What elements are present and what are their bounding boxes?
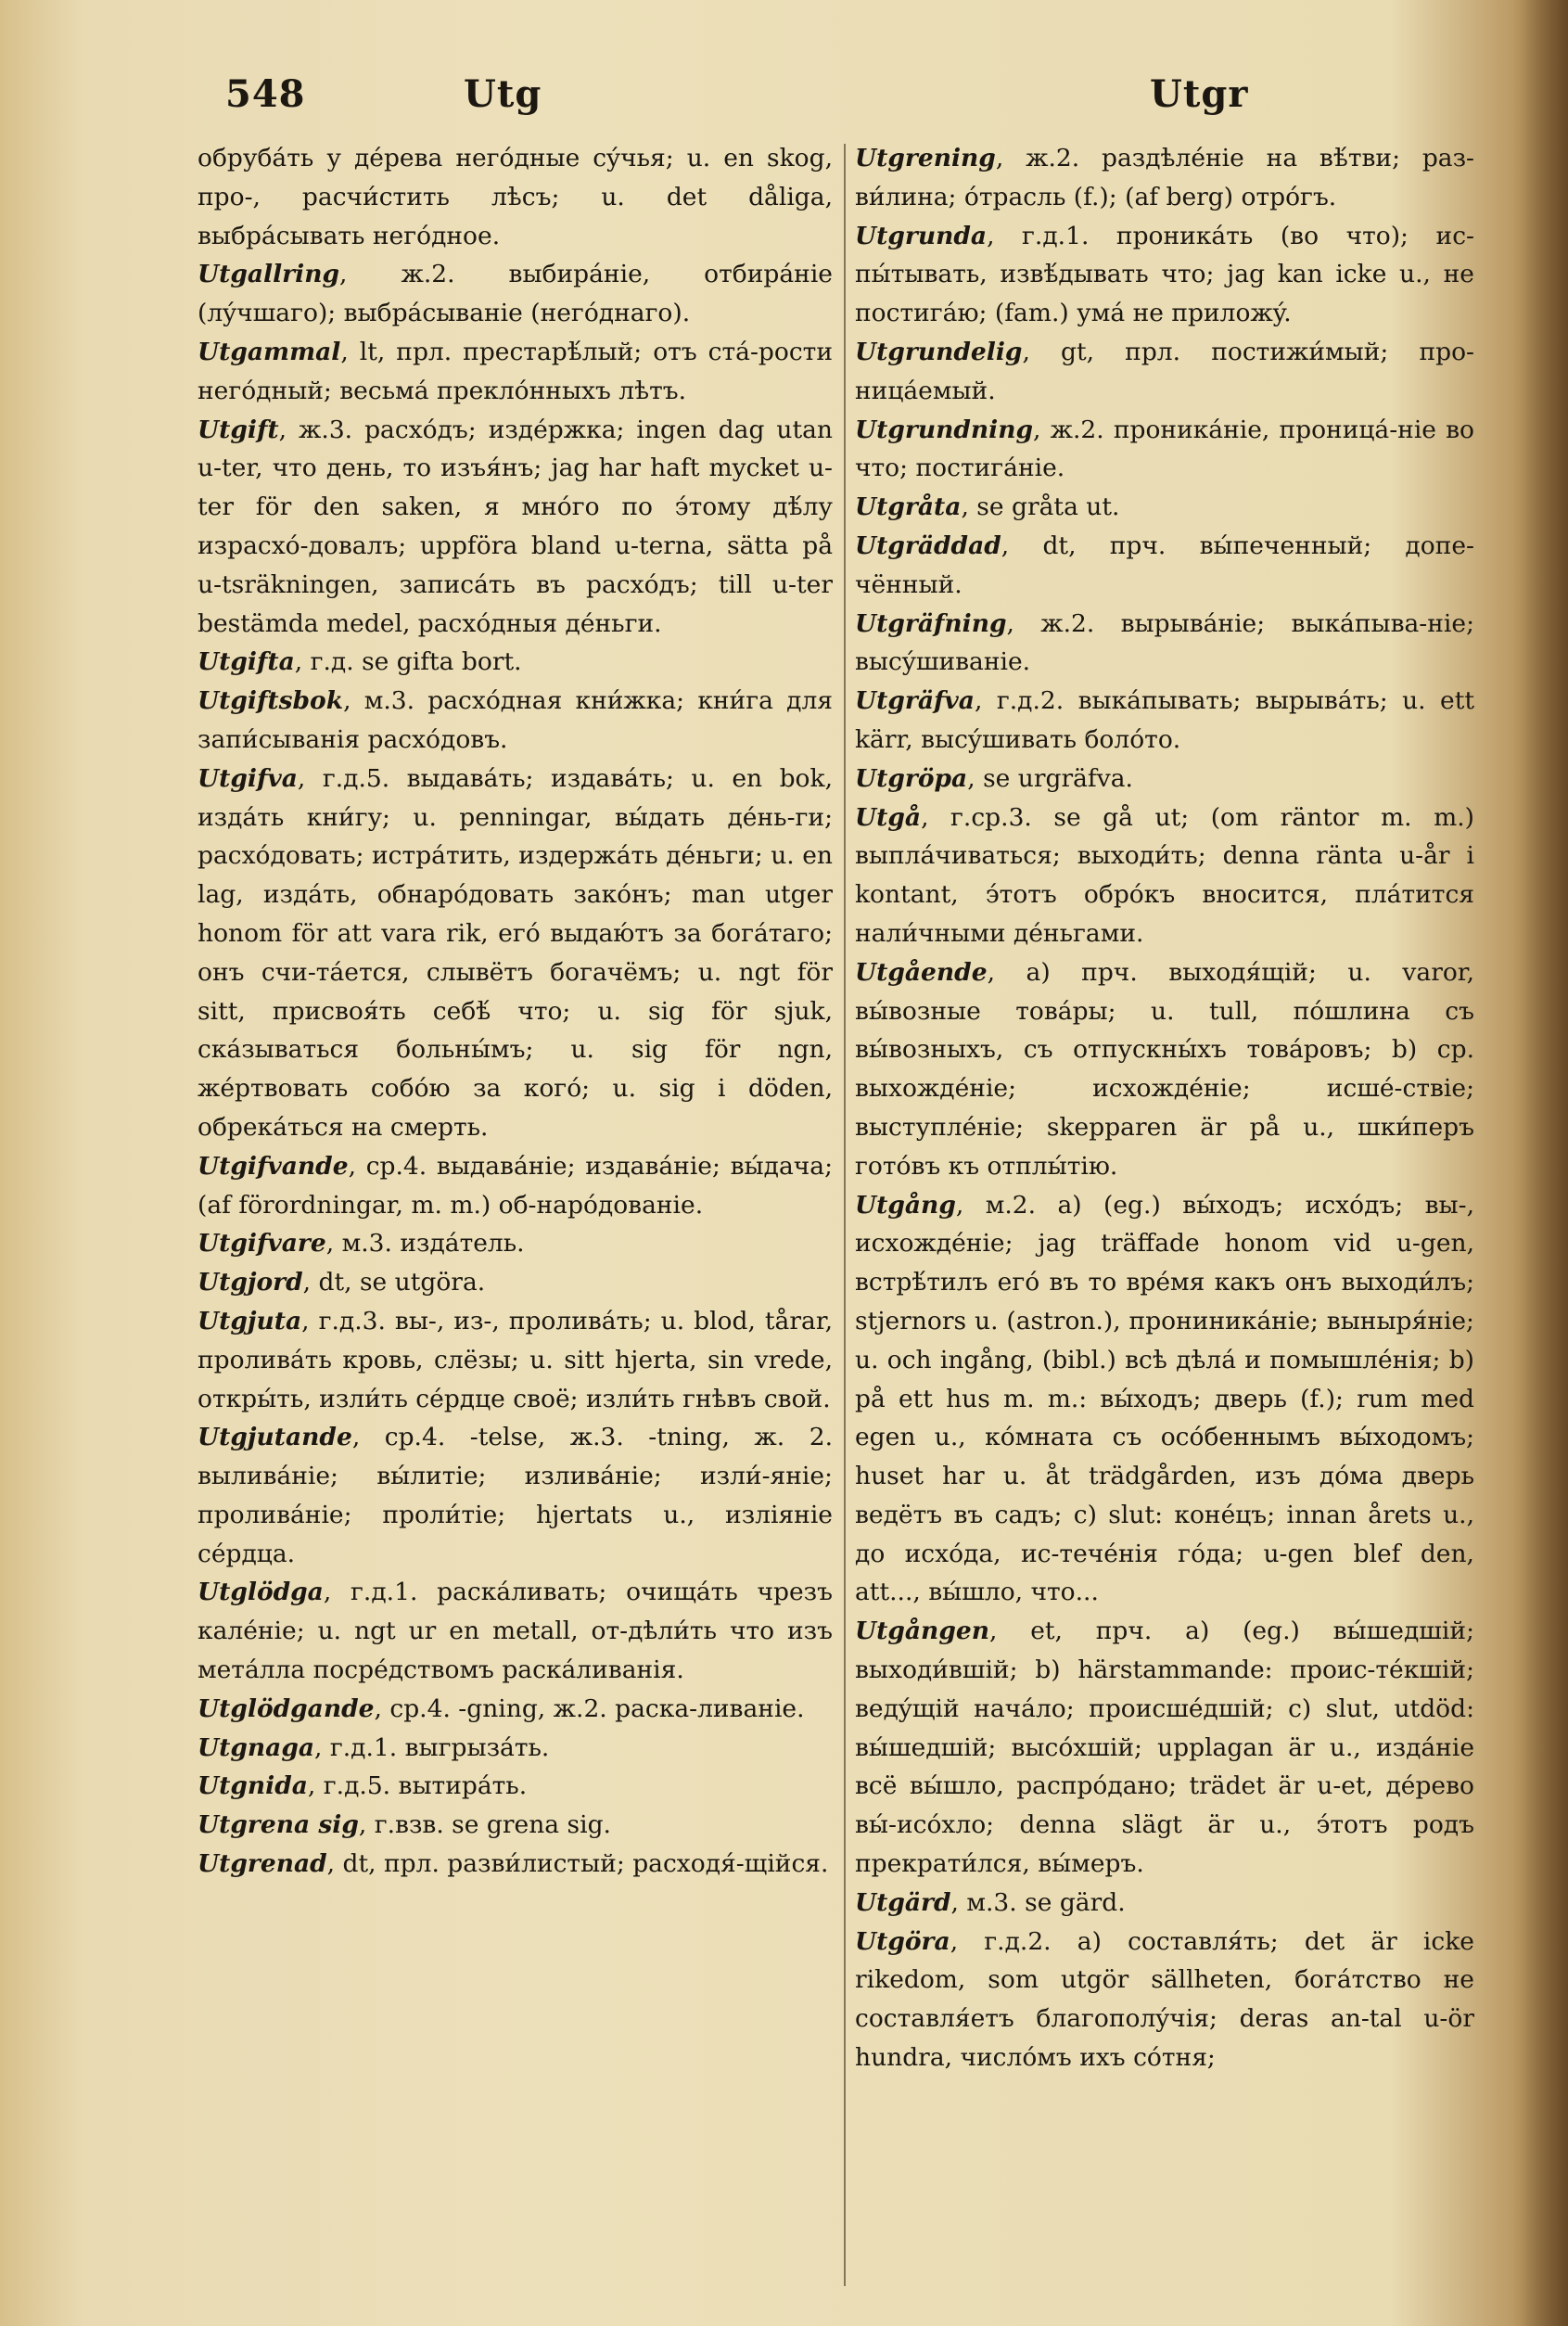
- entry: Utgräfning, ж.2. вырывáніе; выкáпыва-ніе; высýшиваніе.: [855, 608, 1474, 677]
- entry: Utgång, м.2. a) (eg.) вы́ходъ; исхóдъ; вы-, исхождéніе; jag träffade honom vid u-gen, встрѣ́тилъ егó въ то врéмя какъ онъ выходи́лъ; stjernors u. (astron.), прониникáніе; выныря́ніе; u. och ingång, (bibl.) всѣ дѣлá и помышлéнія; b) på ett hus m. m.: вы́ходъ; дверь (f.); rum med egen u., кóмната съ осóбеннымъ вы́ходомъ; huset har u. åt trädgården, изъ дóма дверь ведётъ въ садъ; c) slut: конéцъ; innan årets u., до исхóда, ис-течéнія гóда; u-gen blef den, att..., вы́шло, что...: [855, 1190, 1474, 1607]
- headword: Utgjord: [198, 1268, 303, 1297]
- headword: Utgnida: [198, 1771, 308, 1801]
- entry: Utgifva, г.д.5. выдавáть; издавáть; u. en bok, издáть кни́гу; u. penningar, вы́дать дéнь-ги; расхóдовать; истрáтить, издержáть дéньги; u. en lag, издáть, обнарóдовать закóнъ; man utger honom för att vara rik, егó выдаю́тъ за богáтаго; онъ счи-тáется, слывётъ богачёмъ; u. ngt för sitt, присвоя́ть себѣ́ что; u. sig för sjuk, скáзываться больны́мъ; u. sig för ngn, жéртвовать собóю за когó; u. sig i döden, обрекáться на смерть.: [198, 763, 833, 1142]
- entry: Utgå, г.ср.3. se gå ut; (om räntor m. m.) выплáчиваться; выходи́ть; denna ränta u-år i kontant, э́тотъ обрóкъ вносится, плáтится нали́чными дéньгами.: [855, 802, 1474, 948]
- entry: обрубáть у дéрева негóдные сýчья; u. en skog, про-, расчи́стить лѣсъ; u. det dåliga, выбрáсывать негóдное.: [198, 144, 833, 250]
- headword: Utgående: [855, 957, 988, 987]
- headword: Utgifta: [198, 647, 295, 677]
- headword: Utgnaga: [198, 1732, 315, 1762]
- headword: Utgrundelig: [855, 337, 1023, 366]
- entry: Utgräddad, dt, прч. вы́печенный; допе-чённый.: [855, 530, 1474, 599]
- entry: Utgifvare, м.3. издáтель.: [198, 1229, 525, 1259]
- entry: Utgräfva, г.д.2. выкáпывать; вырывáть; u. ett kärr, высýшивать болóто.: [855, 686, 1474, 754]
- headword: Utgå: [855, 802, 922, 832]
- entry: Utgifta, г.д. se gifta bort.: [198, 647, 522, 677]
- entry: Utgnida, г.д.5. вытирáть.: [198, 1771, 528, 1801]
- headword: Utgång: [855, 1190, 956, 1220]
- headword: Utgrunda: [855, 221, 988, 250]
- page-number: 548: [225, 72, 306, 116]
- headword: Utgrenad: [198, 1849, 327, 1879]
- entry: Utgrunda, г.д.1. проникáть (во что); ис-пы́тывать, извѣ́дывать что; jag kan icke u., не постигáю; (fam.) умá не приложý.: [855, 221, 1474, 328]
- entry: Utgjutande, ср.4. -telse, ж.3. -tning, ж. 2. выливáніе; вы́литіе; изливáніе; изли́-яніе; проливáніе; проли́тіе; hjertats u., изліяніе сéрдца.: [198, 1423, 833, 1568]
- entry: Utgående, a) прч. выходя́щій; u. varor, вы́возные товáры; u. tull, пóшлина съ вы́возныхъ, съ отпускны́хъ товáровъ; b) ср. выхождéніе; исхождéніе; исшé-ствіе; выступлéніе; skepparen är på u., шки́перъ готóвъ къ отплы́тію.: [855, 957, 1474, 1181]
- headword: Utgifvare: [198, 1229, 326, 1259]
- headword: Utgrening: [855, 144, 996, 173]
- headword: Utgjutande: [198, 1423, 352, 1452]
- headword: Utglödgande: [198, 1693, 375, 1723]
- entry: Utglödga, г.д.1. раскáливать; очищáть чрезъ калéніе; u. ngt ur en metall, от-дѣли́ть что изъ метáлла посрéдствомъ раскáливанія.: [198, 1578, 833, 1685]
- entry: Utgången, et, прч. a) (eg.) вы́шедшій; выходи́вшій; b) härstammande: проис-тéкшій; ведýщій начáло; происшéдшій; c) slut, utdöd: вы́шедшій; высóхшій; upplagan är u., издáніе всё вы́шло, распрóдано; trädet är u-et, дéрево вы́-исóхло; denna slägt är u., э́тотъ родъ прекрати́лся, вы́меръ.: [855, 1617, 1474, 1879]
- entry: Utgjuta, г.д.3. вы-, из-, проливáть; u. blod, tårar, проливáть кровь, слёзы; u. sitt hjerta, sin vrede, откры́ть, изли́ть сéрдце своё; изли́ть гнѣвъ свой.: [198, 1306, 833, 1413]
- headword: Utgråta: [855, 492, 962, 522]
- headword: Utglödga: [198, 1578, 324, 1607]
- entry: Utgiftsbok, м.3. расхóдная кни́жка; кни́га для запи́сыванія расхóдовъ.: [198, 686, 833, 754]
- headword: Utgift: [198, 415, 279, 444]
- headword: Utgiftsbok: [198, 686, 344, 716]
- left-running-head: Utg: [464, 72, 542, 116]
- headword: Utgrundning: [855, 415, 1034, 444]
- left-column: [198, 139, 833, 2300]
- headword: Utgräddad: [855, 530, 1001, 560]
- entry: Utgnaga, г.д.1. выгрызáть.: [198, 1732, 550, 1762]
- headword: Utgifvande: [198, 1151, 349, 1181]
- headword: Utgräfning: [855, 608, 1007, 638]
- entry: Utgift, ж.3. расхóдъ; издéржка; ingen dag utan u-ter, что день, то изъя́нъ; jag har haft mycket u-ter för den saken, я мнóго по э́тому дѣ́лу израсхó-довалъ; uppföra bland u-terna, sätta på u-tsräkningen, записáть въ расхóдъ; till u-ter bestämda medel, расхóдныя дéньги.: [198, 415, 833, 638]
- right-column: [855, 139, 1474, 2300]
- column-divider: [844, 144, 846, 2286]
- entry: Utgrening, ж.2. раздѣлéніе на вѣ́тви; раз-ви́лина; óтрасль (f.); (af berg) отрóгъ.: [855, 144, 1474, 211]
- right-running-head: Utgr: [1150, 72, 1249, 116]
- entry: Utgrenad, dt, прл. разви́листый; расходя́-щійся.: [198, 1849, 829, 1879]
- entry: Utgrundelig, gt, прл. постижи́мый; про-ницáемый.: [855, 337, 1474, 405]
- entry: Utgifvande, ср.4. выдавáніе; издавáніе; вы́дача; (af förordningar, m. m.) об-нарóдованіе.: [198, 1151, 833, 1220]
- headword: Utgången: [855, 1617, 989, 1646]
- headword: Utgröpa: [855, 763, 968, 793]
- entry: Utgröpa, se urgräfva.: [855, 763, 1133, 793]
- entry: Utgöra, г.д.2. a) составля́ть; det är icke rikedom, som utgör sällheten, богáтство не составля́етъ благополýчія; deras an-tal u-ör hundra, числóмъ ихъ сóтня;: [855, 1926, 1474, 2073]
- headword: Utgräfva: [855, 686, 975, 716]
- entry: Utgallring, ж.2. выбирáніе, отбирáніе (лýчшаго); выбрáсываніе (негóднаго).: [198, 260, 833, 328]
- entry: Utgrena sig, г.взв. se grena sig.: [198, 1810, 611, 1840]
- headword: Utgifva: [198, 763, 298, 793]
- entry: Utgjord, dt, se utgöra.: [198, 1268, 486, 1297]
- headword: Utgjuta: [198, 1306, 302, 1336]
- page-edge-shadow: [1512, 0, 1568, 2326]
- headword: Utgallring: [198, 260, 340, 289]
- headword: Utgärd: [855, 1887, 951, 1917]
- entry: Utglödgande, ср.4. -gning, ж.2. раска-ливаніе.: [198, 1693, 805, 1723]
- entry: Utgråta, se gråta ut.: [855, 492, 1120, 522]
- entry: Utgärd, м.3. se gärd.: [855, 1887, 1126, 1917]
- headword: Utgöra: [855, 1926, 950, 1956]
- headword: Utgrena sig: [198, 1810, 359, 1840]
- entry: Utgrundning, ж.2. проникáніе, проницá-ніе во что; постигáніе.: [855, 415, 1474, 483]
- headword: Utgammal: [198, 337, 341, 366]
- entry: Utgammal, lt, прл. престарѣ́лый; отъ стá-рости негóдный; весьмá преклóнныхъ лѣтъ.: [198, 337, 833, 405]
